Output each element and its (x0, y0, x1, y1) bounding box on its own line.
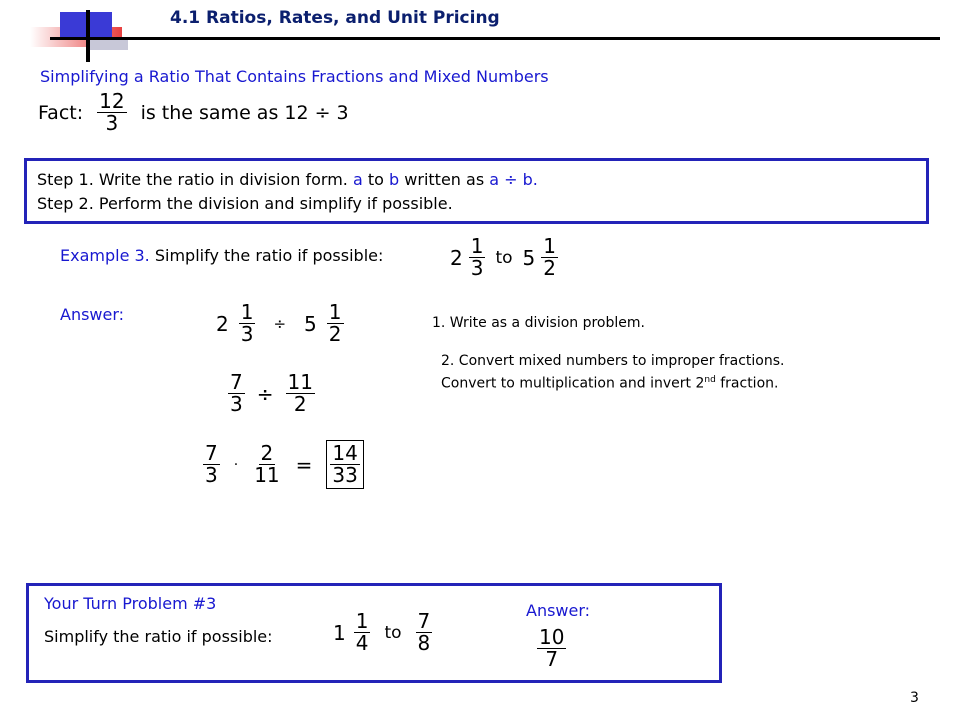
row1-fraction-2 (327, 302, 344, 345)
your-turn-fraction-1-num: 1 (355, 609, 369, 633)
step-2: Step 2. Perform the division and simplify if possible. (37, 194, 453, 213)
answer-row-1 (216, 302, 344, 345)
example-text: Simplify the ratio if possible: (154, 246, 384, 265)
example-fraction-1-num: 1 (470, 234, 484, 258)
answer-label: Answer: (60, 305, 125, 324)
row1-divide-sign: ÷ (273, 314, 287, 333)
your-turn-whole-1: 1 (333, 620, 346, 645)
row3-fraction-1 (203, 443, 220, 486)
row2-fraction-1 (228, 372, 245, 415)
example-ratio (450, 236, 558, 279)
answer-row-2 (228, 372, 315, 415)
row3-fraction-1-num: 7 (205, 441, 218, 465)
your-turn-answer (537, 627, 566, 670)
steps-box (24, 158, 929, 224)
row3-result-num: 14 (332, 441, 358, 465)
note-1: 1. Write as a division problem. (432, 315, 645, 331)
your-turn-fraction-2 (416, 611, 433, 654)
example-whole-2: 5 (522, 245, 536, 270)
fact-denominator: 3 (105, 111, 119, 135)
note-2-text: 2. Convert mixed numbers to improper fractions. Convert to multiplication and invert 2 (441, 353, 785, 392)
fact-text: is the same as 12 ÷ 3 (140, 101, 349, 124)
step-1-expr: a ÷ b. (489, 170, 538, 189)
row3-result-den: 33 (332, 463, 358, 487)
row3-fraction-2 (252, 443, 281, 486)
your-turn-answer-den: 7 (545, 647, 559, 671)
your-turn-answer-num: 10 (539, 625, 565, 649)
example-fraction-1 (469, 236, 486, 279)
row2-fraction-1-num: 7 (230, 370, 243, 394)
row2-fraction-1-den: 3 (230, 392, 243, 416)
answer-row-3 (203, 440, 364, 489)
step-1-to: to (367, 170, 384, 189)
row1-fraction-1-num: 1 (240, 300, 254, 324)
row3-fraction-2-den: 11 (254, 463, 280, 487)
example-to: to (495, 247, 513, 268)
step-1-b: b (389, 170, 400, 189)
row3-fraction-1-den: 3 (205, 463, 218, 487)
example-fraction-2-num: 1 (543, 234, 557, 258)
example-label: Example 3. (60, 246, 150, 265)
fact-line (38, 91, 349, 134)
row3-equals-sign: = (295, 452, 313, 477)
your-turn-fraction-2-den: 8 (417, 631, 431, 655)
row3-multiply-dot: · (233, 456, 239, 473)
example-prompt (60, 246, 383, 265)
example-fraction-1-den: 3 (470, 256, 484, 280)
row2-fraction-2-num: 11 (287, 370, 313, 394)
row3-result-fraction (326, 440, 363, 489)
subheading: Simplifying a Ratio That Contains Fractions and Mixed Numbers (40, 67, 549, 86)
fact-fraction (97, 91, 126, 134)
slide-title: 4.1 Ratios, Rates, and Unit Pricing (170, 8, 500, 28)
row1-fraction-2-den: 2 (328, 322, 342, 346)
step-1 (37, 168, 916, 192)
example-fraction-2-den: 2 (543, 256, 557, 280)
row2-fraction-2-den: 2 (293, 392, 307, 416)
row2-fraction-2 (286, 372, 315, 415)
your-turn-fraction-2-num: 7 (417, 609, 431, 633)
row2-divide-sign: ÷ (256, 381, 274, 406)
your-turn-to: to (384, 622, 402, 643)
note-2-superscript: nd (704, 375, 716, 385)
your-turn-answer-label: Answer: (526, 601, 591, 620)
header-rule (50, 37, 940, 40)
fact-numerator: 12 (99, 89, 125, 113)
your-turn-ratio (333, 611, 432, 654)
row1-whole-2: 5 (304, 311, 317, 336)
your-turn-fraction-1-den: 4 (355, 631, 369, 655)
example-fraction-2 (541, 236, 558, 279)
row1-fraction-2-num: 1 (328, 300, 342, 324)
logo-vertical-line (86, 10, 90, 62)
your-turn-answer-fraction (537, 627, 566, 670)
note-2 (441, 352, 786, 394)
row3-fraction-2-num: 2 (260, 441, 274, 465)
your-turn-title: Your Turn Problem #3 (44, 594, 217, 613)
your-turn-prompt: Simplify the ratio if possible: (44, 627, 273, 646)
row1-fraction-1 (239, 302, 256, 345)
fact-label: Fact: (38, 101, 84, 124)
example-whole-1: 2 (450, 245, 463, 270)
note-2-end: fraction. (715, 375, 779, 392)
step-1-prefix: Step 1. Write the ratio in division form. (37, 170, 353, 189)
row1-fraction-1-den: 3 (240, 322, 254, 346)
step-1-written: written as (404, 170, 485, 189)
your-turn-fraction-1 (354, 611, 371, 654)
step-1-a: a (352, 170, 363, 189)
row1-whole-1: 2 (216, 311, 229, 336)
page-number: 3 (910, 690, 919, 706)
